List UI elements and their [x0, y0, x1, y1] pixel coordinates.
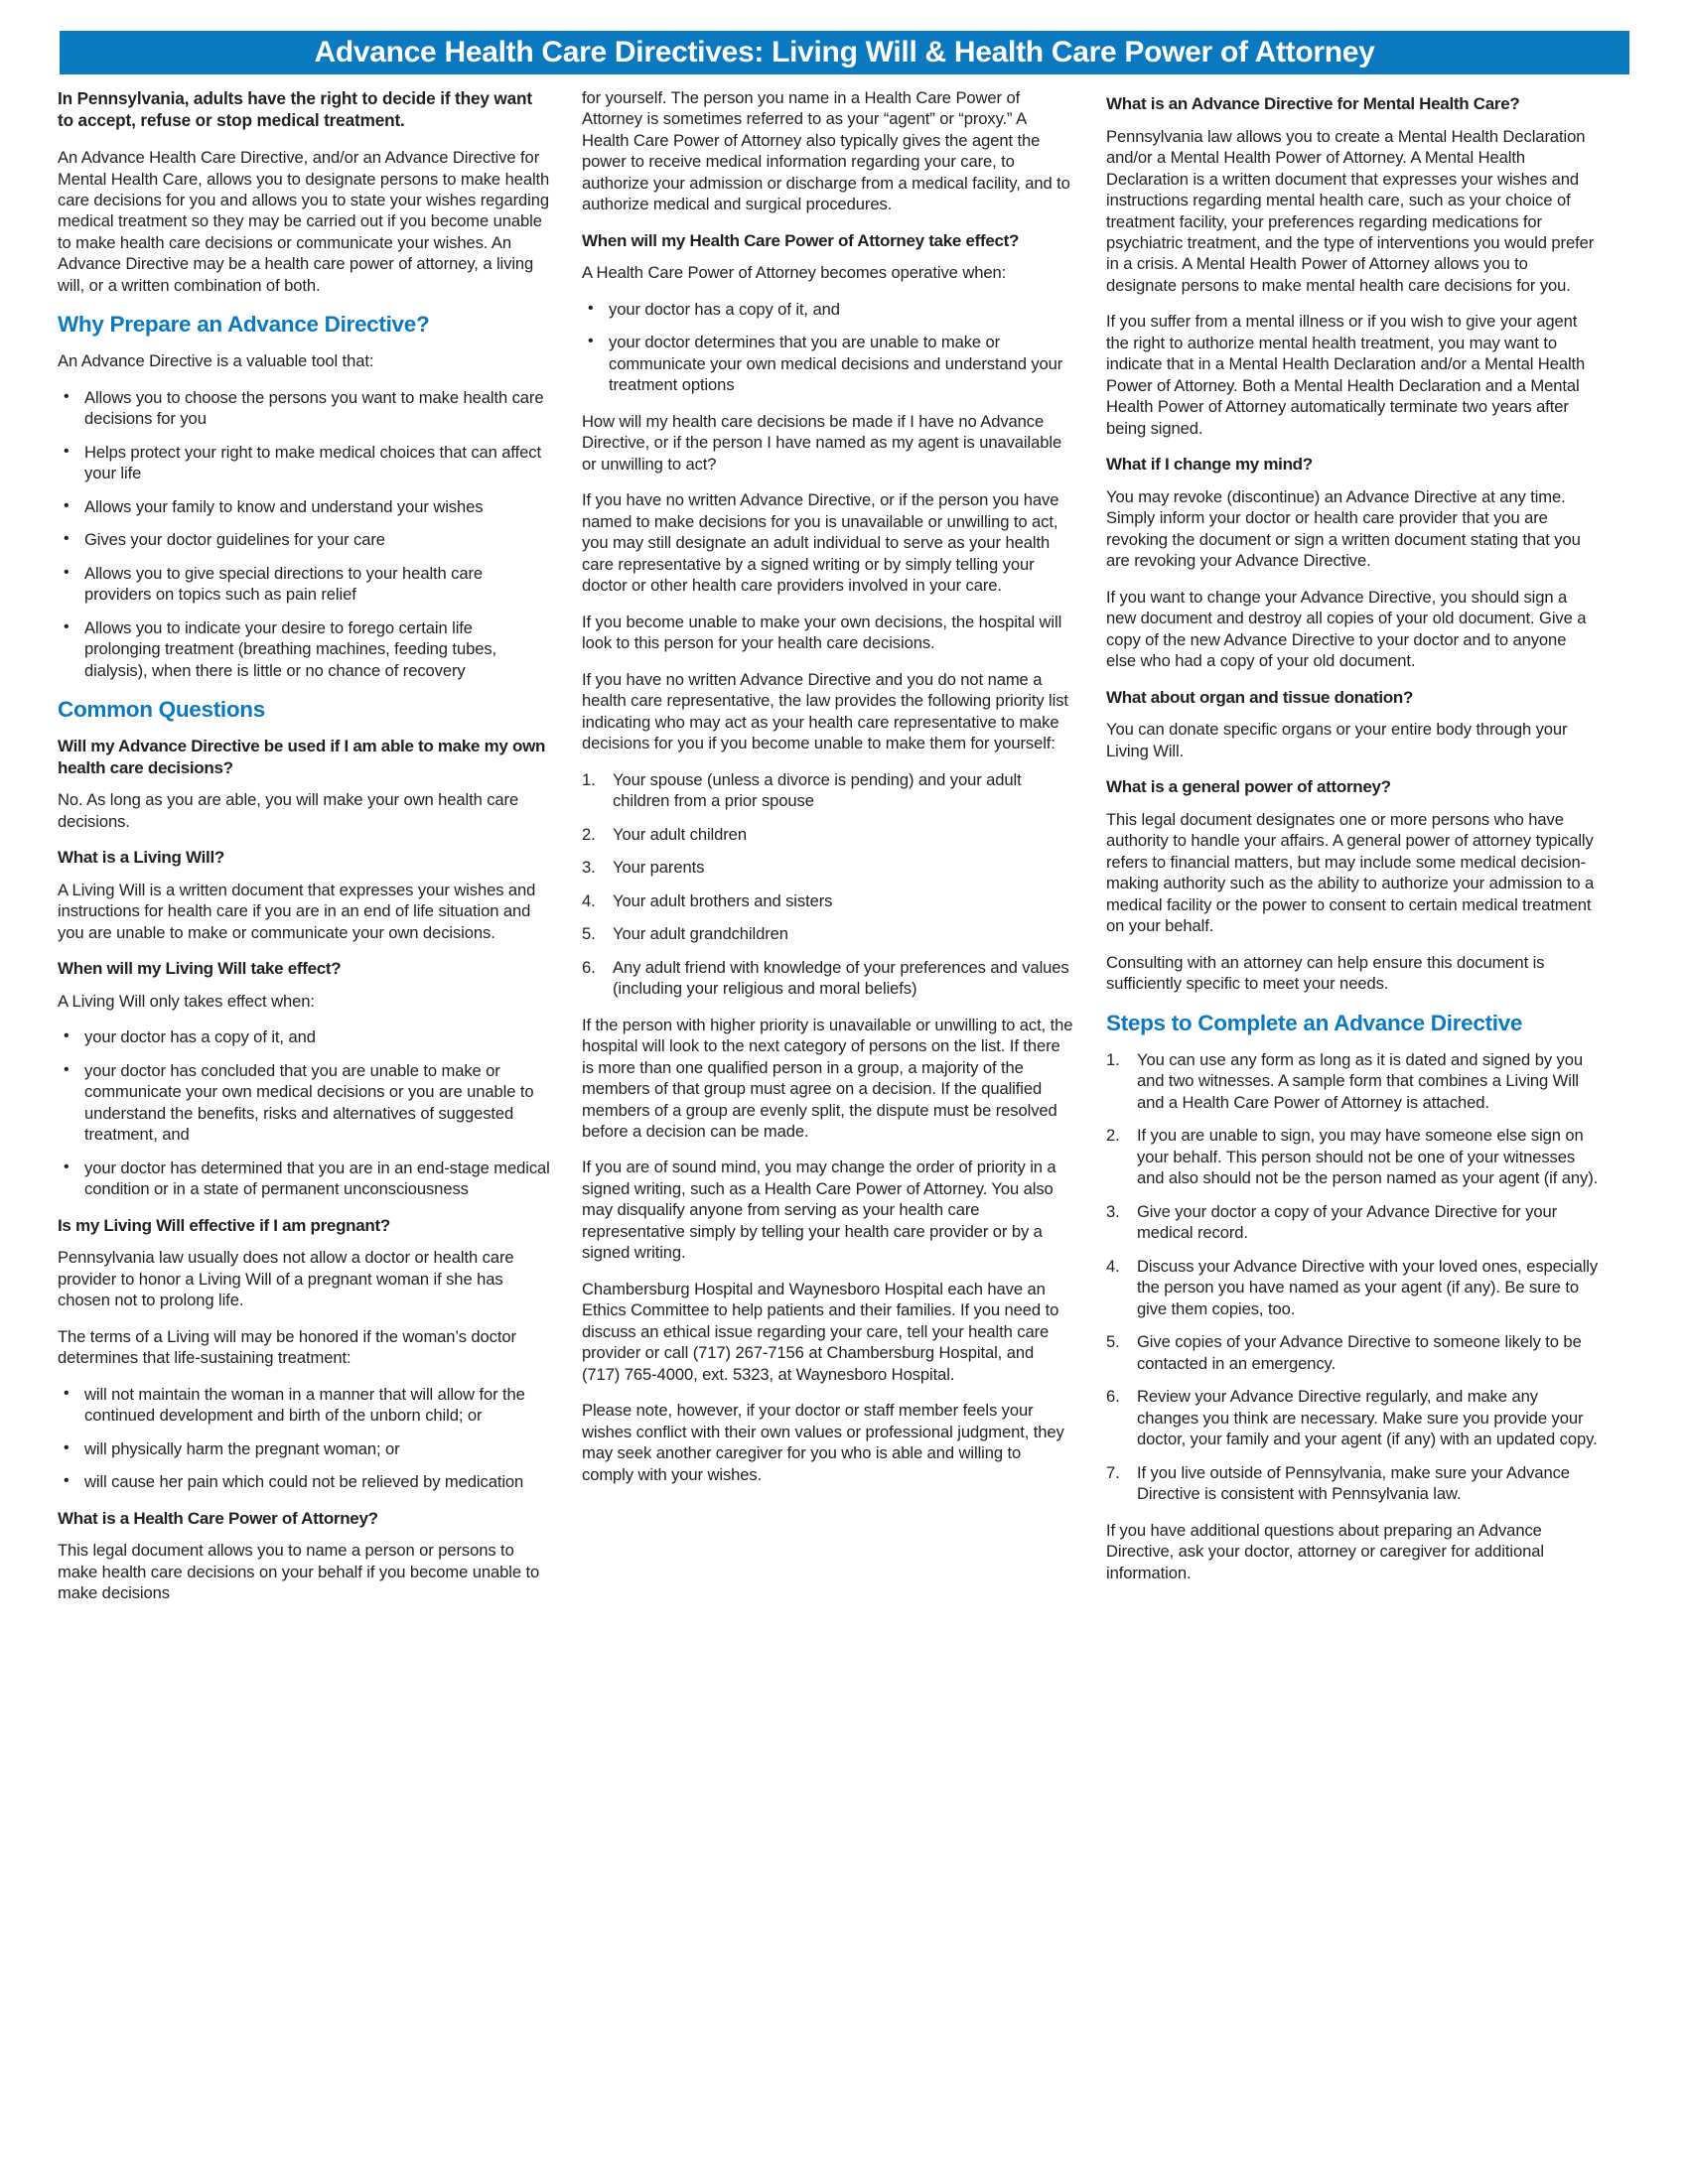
answer-organ-donation: You can donate specific organs or your entire body through your Living Will. — [1106, 720, 1568, 760]
list-item: Give your doctor a copy of your Advance Directive for your medical record. — [1137, 1201, 1558, 1243]
list-item: • Allows you to give special directions to your health care providers on topics such as pain relief — [58, 563, 550, 606]
list-item: Your spouse (unless a divorce is pending) and your adult children from a prior spouse — [613, 769, 1022, 811]
question-heading-poa-take-effect: When will my Health Care Power of Attorney take effect? — [582, 230, 1020, 250]
answer-general-poa-1: This legal document designates one or more persons who have authority to handle your affairs. A general power of attorney typically refers to financial matters, but may include some medical decision-making authority such as the ability to authorize your admission to a medical facility or the power to consent to certain medical treatment on your behalf. — [1106, 809, 1595, 936]
question-heading-general-poa: What is a general power of attorney? — [1106, 777, 1391, 797]
why-intro-text: An Advance Directive is a valuable tool that: — [58, 351, 374, 371]
living-will-effect-bullet-list — [58, 1026, 550, 1199]
paragraph-higher-priority: If the person with higher priority is unavailable or unwilling to act, the hospital will look to the next category of persons on the list. If there is more than one qualified person in a group, a majority of the members of that group must agree on a decision. If the qualified members of a group are evenly split, the dispute must be resolved before a decision can be made. — [582, 1015, 1073, 1141]
list-item: If you live outside of Pennsylvania, make sure your Advance Directive is consistent with Pennsylvania law. — [1137, 1462, 1570, 1504]
answer-living-will-effect-intro: A Living Will only takes effect when: — [58, 991, 315, 1011]
answer-pregnancy-1: Pennsylvania law usually does not allow a doctor or health care provider to honor a Living Will of a pregnant woman if she has chosen not to prolong life. — [58, 1248, 514, 1310]
question-heading-change-my-mind: What if I change my mind? — [1106, 455, 1313, 475]
continuation-paragraph: for yourself. The person you name in a Health Care Power of Attorney is sometimes referred to as your “agent” or “proxy.” A Health Care Power of Attorney also typically gives the agent the power to receive medical information regarding your care, to authorize your admission or discharge from a medical facility, and to authorize medical and surgical procedures. — [582, 88, 1070, 214]
list-item: • will not maintain the woman in a manner that will allow for the continued development and birth of the unborn child; or — [58, 1384, 550, 1427]
list-item: • your doctor has a copy of it, and — [58, 1026, 550, 1047]
question-heading-health-care-poa: What is a Health Care Power of Attorney? — [58, 1508, 378, 1528]
list-item: Your adult grandchildren — [613, 924, 788, 944]
page-banner — [60, 31, 1629, 74]
list-item: If you are unable to sign, you may have someone else sign on your behalf. This person should not be one of your witnesses and also should not be the person named as your agent (if any). — [1137, 1126, 1599, 1188]
list-item: • will physically harm the pregnant woman; or — [58, 1438, 550, 1459]
answer-health-care-poa: This legal document allows you to name a person or persons to make health care decisions on your behalf if you become unable to make decisions — [58, 1541, 540, 1603]
answer-directive-when-able: No. As long as you are able, you will make your own health care decisions. — [58, 790, 519, 831]
question-heading-living-will-effect: When will my Living Will take effect? — [58, 959, 342, 979]
paragraph-sound-mind: If you are of sound mind, you may change the order of priority in a signed writing, such as a Health Care Power of Attorney. You also may disqualify anyone from serving as your health care representative simply by telling your health care provider or by a signed writing. — [582, 1158, 1056, 1263]
answer-change-mind-1: You may revoke (discontinue) an Advance Directive at any time. Simply inform your doctor or health care provider that you are revoking the document or sign a written document stating that you are revoking your Advance Directive. — [1106, 486, 1581, 571]
answer-poa-take-effect-intro: A Health Care Power of Attorney becomes operative when: — [582, 263, 1007, 283]
pregnancy-bullet-list — [58, 1384, 550, 1493]
list-item: Review your Advance Directive regularly, and make any changes you think are necessary. Make sure you provide your doctor, your family and your agent (if any) with an updated copy. — [1137, 1387, 1598, 1449]
paragraph-priority-intro: If you have no written Advance Directive and you do not name a health care representative, the law provides the following priority list indicating who may act as your health care representative to make decisions for you if you become unable to make them for yourself: — [582, 669, 1068, 753]
paragraph-please-note: Please note, however, if your doctor or staff member feels your wishes conflict with their own values or professional judgment, they may seek another caregiver for you who is able and willing to comply with your wishes. — [582, 1401, 1064, 1484]
answer-general-poa-2: Consulting with an attorney can help ensure this document is sufficiently specific to meet your needs. — [1106, 952, 1545, 994]
poa-effect-bullet-list — [582, 299, 1074, 396]
question-heading-organ-donation: What about organ and tissue donation? — [1106, 687, 1414, 707]
answer-what-is-living-will: A Living Will is a written document that expresses your wishes and instructions for health care if you are in an end of life situation and you are unable to make or communicate your own decisions. — [58, 880, 536, 942]
list-item: You can use any form as long as it is dated and signed by you and two witnesses. A sample form that combines a Living Will and a Health Care Power of Attorney is attached. — [1137, 1049, 1583, 1112]
priority-ordered-list — [582, 769, 1074, 1000]
list-item: • Helps protect your right to make medical choices that can affect your life — [58, 442, 550, 484]
question-heading-directive-when-able: Will my Advance Directive be used if I am able to make my own health care decisions? — [58, 737, 546, 777]
list-item: • Allows you to indicate your desire to forego certain life prolonging treatment (breathing machines, feeding tubes, dialysis), when there is little or no chance of recovery — [58, 617, 550, 681]
answer-mental-health-2: If you suffer from a mental illness or if you wish to give your agent the right to authorize mental health treatment, you may want to indicate that in a Mental Health Declaration and/or a Mental Health Power of Attorney. Both a Mental Health Declaration and a Mental Health Power of Attorney automatically terminate two years after being signed. — [1106, 312, 1586, 438]
list-item: Give copies of your Advance Directive to someone likely to be contacted in an emergency. — [1137, 1332, 1582, 1373]
paragraph-hospital-looks-to-person: If you become unable to make your own decisions, the hospital will look to this person for your health care decisions. — [582, 612, 1062, 653]
list-item: Your parents — [613, 858, 705, 878]
section-heading-why-prepare: Why Prepare an Advance Directive? — [58, 312, 430, 338]
page-title: Advance Health Care Directives: Living Will & Health Care Power of Attorney — [314, 36, 1375, 68]
list-item: • Allows you to choose the persons you want to make health care decisions for you — [58, 387, 550, 430]
list-item: • Gives your doctor guidelines for your care — [58, 529, 550, 550]
closing-paragraph: If you have additional questions about preparing an Advance Directive, ask your doctor, attorney or caregiver for additional information. — [1106, 1520, 1544, 1582]
column-three — [1106, 87, 1599, 1598]
answer-pregnancy-2: The terms of a Living will may be honored if the woman’s doctor determines that life-sustaining treatment: — [58, 1326, 516, 1368]
section-heading-common-questions: Common Questions — [58, 697, 265, 723]
question-heading-mental-health-directive: What is an Advance Directive for Mental Health Care? — [1106, 94, 1520, 113]
question-heading-what-is-living-will: What is a Living Will? — [58, 848, 224, 868]
paragraph-how-decisions-made: How will my health care decisions be made if I have no Advance Directive, or if the person I have named as my agent is unavailable or unwilling to act? — [582, 411, 1062, 474]
list-item: • Allows your family to know and understand your wishes — [58, 496, 550, 517]
list-item: Your adult brothers and sisters — [613, 890, 833, 910]
section-heading-steps: Steps to Complete an Advance Directive — [1106, 1010, 1523, 1035]
list-item: • your doctor has concluded that you are unable to make or communicate your own medical decisions or you are unable to understand the benefits, risks and alternatives of suggested treatment, and — [58, 1060, 550, 1146]
answer-change-mind-2: If you want to change your Advance Directive, you should sign a new document and destroy all copies of your old document. Give a copy of the new Advance Directive to your doctor and to anyone else who had a copy of your old document. — [1106, 587, 1587, 671]
question-heading-pregnancy: Is my Living Will effective if I am pregnant? — [58, 1215, 390, 1235]
list-item: Discuss your Advance Directive with your loved ones, especially the person you have named as your agent (if any). Be sure to give them copies, too. — [1137, 1256, 1599, 1318]
steps-ordered-list — [1106, 1049, 1599, 1505]
lead-statement: In Pennsylvania, adults have the right to decide if they want to accept, refuse or stop medical treatment. — [58, 88, 532, 131]
list-item: • your doctor has a copy of it, and — [582, 299, 1074, 320]
three-column-layout — [58, 87, 1636, 1619]
column-one — [58, 87, 550, 1619]
column-two — [582, 87, 1074, 1500]
answer-mental-health-1: Pennsylvania law allows you to create a Mental Health Declaration and/or a Mental Health Power of Attorney. A Mental Health Declaration is a written document that expresses your wishes and instructions regarding mental health care, such as your choice of treatment facility, your preferences regarding medications for psychiatric treatment, and the type of interventions you would prefer in a crisis. A Mental Health Power of Attorney allows you to designate persons to make mental health care decisions for you. — [1106, 126, 1595, 295]
list-item: Your adult children — [613, 824, 747, 844]
list-item: • your doctor has determined that you are in an end-stage medical condition or in a state of permanent unconsciousness — [58, 1158, 550, 1200]
list-item: Any adult friend with knowledge of your preferences and values (including your religious and moral beliefs) — [613, 957, 1069, 999]
paragraph-no-written-directive: If you have no written Advance Directive, or if the person you have named to make decisions for you is unavailable or unwilling to act, you may still designate an adult individual to serve as your health care representative by a signed writing or by simply telling your doctor or other health care providers involved in your care. — [582, 490, 1059, 596]
list-item: • will cause her pain which could not be relieved by medication — [58, 1471, 550, 1492]
paragraph-ethics-committee: Chambersburg Hospital and Waynesboro Hospital each have an Ethics Committee to help patients and their families. If you need to discuss an ethical issue regarding your care, tell your health care provider or call (717) 267-7156 at Chambersburg Hospital, and (717) 765-4000, ext. 5323, at Waynesboro Hospital. — [582, 1279, 1059, 1384]
list-item: • your doctor determines that you are unable to make or communicate your own medical decisions and understand your treatment options — [582, 332, 1074, 395]
why-bullet-list — [58, 387, 550, 681]
intro-paragraph: An Advance Health Care Directive, and/or an Advance Directive for Mental Health Care, allows you to designate persons to make health care decisions for you and allows you to state your wishes regarding medical treatment so they may be carried out if you become unable to make health care decisions or communicate your wishes. An Advance Directive may be a health care power of attorney, a living will, or a written combination of both. — [58, 148, 550, 295]
